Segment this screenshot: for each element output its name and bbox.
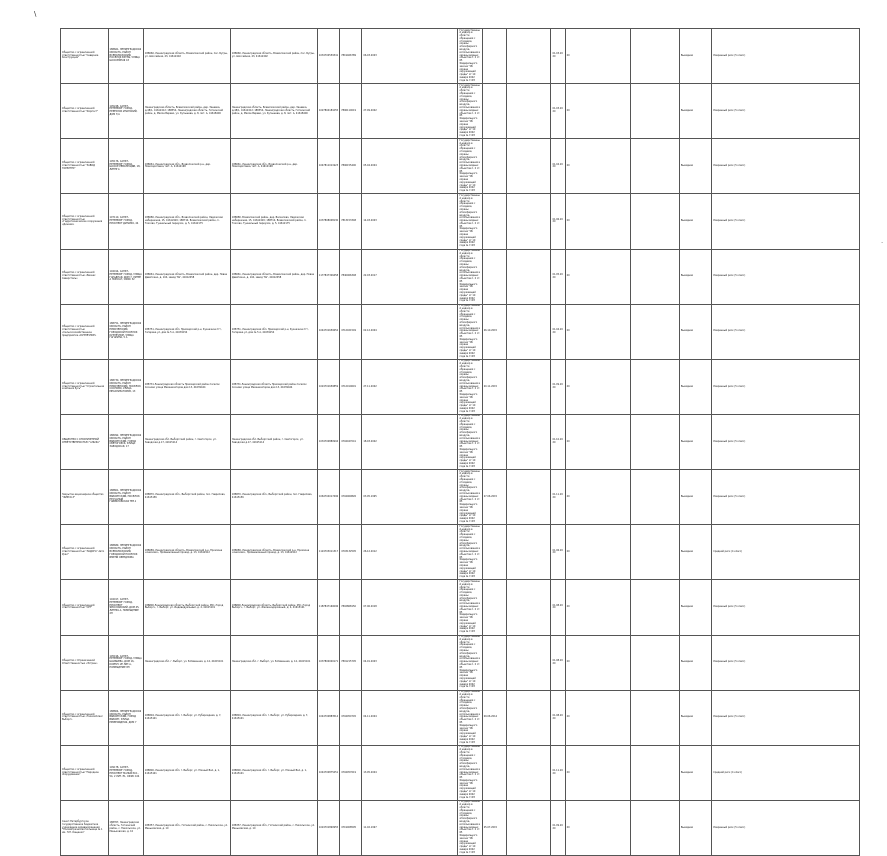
cell-inn: 4704047041 [340,414,362,469]
cell-days: 20 [565,525,631,580]
cell-basis: Государственный надзор в области обращения с отходами, охраны атмосферного воздуха, использования и охраны водных объектов п. 2 ст. 65 Федерального закона "Об охране окружающей среды" от 10 января 2002 года № 7-ФЗ [459,249,481,303]
cell-addr3: Ленинградская область, Всеволожский район, дер. Заневка, д.48/1, 41612412; 188354, Ленинградская область, Гатчинский район, д. Малое Верево, ул. Кутышева, д. 8, лит. А, 41618400 [230,84,317,139]
table-row [61,525,860,580]
cell-d2 [506,414,551,469]
cell-risk: Умеренный риск (5 класс) [712,249,860,304]
cell-empty [631,414,680,469]
cell-inn: 7840066348 [340,249,362,304]
cell-basis: Государственный надзор в области обращения с отходами, охраны атмосферного воздуха, использования и охраны водных объектов п. 2 ст. 65 Федерального закона "Об охране окружающей среды" от 10 января 2002 года № 7-ФЗ [459,800,481,854]
cell-ogrn: 1034700880994 [317,414,339,469]
cell-risk: Средний риск (4 класс) [712,745,860,800]
cell-addr2: 188804, Ленинградская обл. г. Выборг, ул. Рубероидная, д. 7, 41615101 [143,690,230,745]
cell-empty [631,194,680,249]
cell-form: Выездная [679,745,711,800]
cell-addr2: 188751, Ленинградская обл. Приозерский р-н, Кузнечное пгт, Гагарина ул, дом № 5 А, 41639154 [143,304,230,359]
cell-addr2: 188661, Ленинградская обл., Всеволожский р-н, дер. Новосаратовка, лит. А, 41612168 [143,139,230,194]
cell-addr3: 188731 Ленинградская область Приозерский район поселок Сосново улица Механизаторов дом 13, 41639444 [230,359,317,414]
cell-days: 20 [565,690,631,745]
cell-d1: 27.06.2015 [482,470,506,525]
cell-reg: 02.12.2004 [362,304,458,359]
cell-addr3: Ленинградская обл. Выборгский район, г. Светогорск, ул. Заводская д.17, 41615114 [230,414,317,469]
table-row [61,194,860,249]
cell-risk: Умеренный риск (5 класс) [712,194,860,249]
cell-risk: Умеренный риск (5 класс) [712,635,860,690]
cell-empty [631,84,680,139]
cell-addr2: Ленинградская область, Всеволожский район, дер. Заневка, д.48/1, 41612412; 188354, Ленинградская область, Гатчинский район, д. Малое Верево, ул. Кутышева, д. 8, лит. А, 41618400 [143,84,230,139]
cell-days: 20 [565,249,631,304]
cell-risk: Умеренный риск (5 класс) [712,580,860,635]
cell-ogrn: 1037808008130 [317,194,339,249]
cell-org: Общество с ограниченной ответственностью "Северное Конструкции" [61,29,109,84]
cell-days: 20 [565,470,631,525]
table-row [61,580,860,635]
cell-basis: Государственный надзор в области обращения с отходами, охраны атмосферного воздуха, использования и охраны водных объектов п. 2 ст. 65 Федерального закона "Об охране окружающей среды" от 10 января 2002 года № 7-ФЗ [459,414,481,468]
cell-risk: Умеренный риск (5 класс) [712,84,860,139]
cell-inn: 7819466789 [340,29,362,84]
cell-risk: Умеренный риск (5 класс) [712,359,860,414]
cell-org: Общество с ограниченной ответственностью "ЗАВОД ГОРЭЛТЕХ" [61,139,109,194]
cell-empty [631,470,680,525]
cell-inn: 7806155400 [340,139,362,194]
cell-start: 01.04.2020 [551,139,565,194]
cell-form: Выездная [679,635,711,690]
cell-form: Выездная [679,525,711,580]
cell-basis: Государственный надзор в области обращения с отходами, охраны атмосферного воздуха, использования и охраны водных объектов п. 2 ст. 65 Федерального закона "Об охране окружающей среды" от 10 января 2002 года № 7-ФЗ [459,193,481,248]
cell-d2 [506,194,551,249]
cell-org: Общество с ограниченной ответственностью «Бизнес Северсталь» [61,249,109,304]
cell-d2 [506,690,551,745]
table-row [61,29,860,84]
cell-org: Общество с ограниченной ответственностью "Народное оборудование" [61,745,109,800]
cell-addr1: 197110, САНКТ-ПЕТЕРБУРГ ГОРОД, ПРОСПЕКТ ДИНАМО, 44 [108,194,143,249]
cell-basis: Государственный надзор в области обращения с отходами, охраны атмосферного воздуха, использования и охраны водных объектов п. 2 ст. 65 Федерального закона "Об охране окружающей среды" от 10 января 2002 года № 7-ФЗ [459,28,481,82]
cell-addr3: 188804, Ленинградская обл. г. Выборг, ул. Рубероидная, д. 7, 41615101 [230,690,317,745]
cell-addr2: 188689, Ленинградская область, Всеволожский р-н, Промзона «Анисимо», Промышленный проезд, д. 13, 41612412 [143,525,230,580]
cell-addr1: 188992, ЛЕНИНГРАДСКАЯ ОБЛАСТЬ, РАЙОН ВЫБОРГСКИЙ, ГОРОД СВЕТОГОРСК, УЛИЦА ЗАВОДСКАЯ, 17 [108,414,143,469]
cell-addr1: 195248, САНКТ-ПЕТЕРБУРГ ГОРОД, ПЕРЕУЛОК ИНАНСКИЙ, ДОМ 7/А [108,84,143,139]
cell-reg: 03.05.1995 [362,470,458,525]
cell-reg: 26.12.2012 [362,525,458,580]
table-row [61,635,860,690]
cell-reg: 13.05.2004 [362,745,458,800]
cell-risk: Умеренный риск (5 класс) [712,470,860,525]
cell-form: Выездная [679,304,711,359]
cell-start: 01.10.2020 [551,414,565,469]
cell-days: 20 [565,359,631,414]
cell-basis: Государственный надзор в области обращения с отходами, охраны атмосферного воздуха, использования и охраны водных объектов п. 2 ст. 65 Федерального закона "Об охране окружающей среды" от 10 января 2002 года № 7-ФЗ [459,635,481,689]
cell-start: 01.08.2020 [551,635,565,690]
cell-empty [631,580,680,635]
cell-d2 [506,800,551,855]
cell-start: 01.03.2020 [551,84,565,139]
cell-addr3: 188751, Ленинградская обл. Приозерский р-н, Кузнечное пгт, Гагарина ул, дом № 5 А, 41639154 [230,304,317,359]
cell-form: Выездная [679,84,711,139]
cell-start: 01.11.2020 [551,745,565,800]
cell-inn: 7806110019 [340,84,362,139]
cell-d1 [482,29,506,84]
corner-mark: \ [34,10,37,18]
cell-days: 20 [565,304,631,359]
cell-addr3: 188680, Всеволожский район, дер. Васкелово, Ладожская набережная, 15, 41612420; 188710, Всеволожский район, п. Токсово, Туннельный переулок, д. 5, 41612175 [230,194,317,249]
cell-ogrn: 1034700559341 [317,29,339,84]
table-row [61,470,860,525]
cell-empty [631,249,680,304]
cell-ogrn: 1064704017496 [317,470,339,525]
cell-d2 [506,249,551,304]
cell-reg: 07.06.2018 [362,580,458,635]
table-row [61,304,860,359]
cell-start: 01.04.2020 [551,304,565,359]
cell-basis: Государственный надзор в области обращения с отходами, охраны атмосферного воздуха, использования и охраны водных объектов п. 2 ст. 65 Федерального закона "Об охране окружающей среды" от 10 января 2002 года № 7-ФЗ [459,690,481,744]
cell-risk: Умеренный риск (5 класс) [712,139,860,194]
cell-addr3: 188800, Ленинградская обл. г. Выборг, ул. Южный Вал, д. 1, 41615101 [230,745,317,800]
cell-d1: 20.11.2015 [482,359,506,414]
cell-form: Выездная [679,29,711,84]
inspection-plan-sheet [60,28,860,854]
table-body [61,29,860,856]
cell-d1 [482,139,506,194]
cell-start: 01.08.2020 [551,690,565,745]
cell-reg: 06.03.2003 [362,29,458,84]
cell-org: ОБЩЕСТВО С ОГРАНИЧЕННОЙ ОТВЕТСТВЕННОСТЬЮ "АЛЬФА" [61,414,109,469]
cell-ogrn: 1027804181055 [317,84,339,139]
cell-addr3: 188661, Ленинградская обл., Всеволожский р-н, дер. Новосаратовка, лит. А, 41612168 [230,139,317,194]
cell-inn: 7802868150 [340,580,362,635]
table-row [61,84,860,139]
cell-d2 [506,470,551,525]
cell-empty [631,359,680,414]
cell-form: Выездная [679,194,711,249]
cell-days: 20 [565,194,631,249]
cell-form: Выездная [679,580,711,635]
cell-org: Санкт-Петербургское государственное бюджетное учреждение здравоохранения "Психиатрическая больница № 1 им. П.П. Кащенко" [61,800,109,855]
cell-empty [631,304,680,359]
cell-d1: 25.07.2015 [482,800,506,855]
cell-reg: 18.03.2002 [362,414,458,469]
cell-addr2: Ленинградская обл. Выборгский район, г. Светогорск, ул. Заводская д.17, 41615114 [143,414,230,469]
cell-start: 01.06.2020 [551,194,565,249]
cell-addr1: 195196, САНКТ-ПЕТЕРБУРГ ГОРОД, УЛИЦА ШАМШЕВА, ДОМ 16, КОРПУС 2Е ЛИТ.А, ПОМЕЩЕНИЕ 8Н [108,635,143,690]
cell-addr1: 199178, САНКТ-ПЕТЕРБУРГ ГОРОД, ПРОСПЕКТ МАЛЫЙ В.О., 54, 2 ЛИТ. Е1, ОФИС 104 [108,745,143,800]
cell-ogrn: 1044700883514 [317,690,339,745]
cell-start: 01.11.2020 [551,470,565,525]
cell-start: 01.03.2020 [551,29,565,84]
cell-d2 [506,635,551,690]
cell-reg: 04.11.2004 [362,690,458,745]
cell-start: 01.09.2020 [551,359,565,414]
cell-ogrn: 1044700875251 [317,745,339,800]
cell-org: Общество с ограниченной ответственностью "Форпост" [61,84,109,139]
cell-org: Общество с ограниченной ответственностью "ЛАДОГА" Авто Урал" [61,525,109,580]
cell-addr3: 188660, Ленинградская область, Всеволожский район, пос. Бугры, ул. Шоссейная, 43, 41612402 [230,29,317,84]
cell-d1 [482,635,506,690]
cell-risk: Средний риск (4 класс) [712,525,860,580]
cell-days: 20 [565,139,631,194]
cell-days: 20 [565,745,631,800]
cell-basis: Государственный надзор в области обращения с отходами, охраны атмосферного воздуха, использования и охраны водных объектов п. 2 ст. 65 Федерального закона "Об охране окружающей среды" от 10 января 2002 года № 7-ФЗ [459,359,481,413]
cell-inn: 4704057619 [340,745,362,800]
cell-addr2: 188800, Ленинградская обл. г. Выборг, ул. Южный Вал, д. 1, 41615101 [143,745,230,800]
cell-basis: Государственный надзор в области обращения с отходами, охраны атмосферного воздуха, использования и охраны водных объектов п. 2 ст. 65 Федерального закона "Об охране окружающей среды" от 10 января 2002 года № 7-ФЗ [459,524,481,579]
cell-d1: 26.10.2015 [482,304,506,359]
cell-reg: 27.11.2002 [362,359,458,414]
table-row [61,414,860,469]
inspection-plan-table [60,28,860,856]
cell-org: Общество с Ограниченной Ответственностью «Эстрен» [61,635,109,690]
cell-d2 [506,580,551,635]
cell-empty [631,525,680,580]
cell-addr1: 188689, ЛЕНИНГРАДСКАЯ ОБЛАСТЬ, РАЙОН ВСЕВОЛОЖСКИЙ, ГОРОДСКОЙ ПОСЕЛОК ИМЕНИ СВЕРДЛОВА [108,525,143,580]
cell-org: Общество с ограниченной ответственностью "Строительная компания Русь" [61,359,109,414]
cell-org: Общество с ограниченной ответственностью «Гидротехнические сооружения «Динамо» [61,194,109,249]
cell-risk: Умеренный риск (5 класс) [712,304,860,359]
cell-d1 [482,249,506,304]
cell-form: Выездная [679,139,711,194]
cell-form: Выездная [679,800,711,855]
cell-empty [631,745,680,800]
table-row [61,249,860,304]
cell-addr1: 194017, САНКТ-ПЕТЕРБУРГ ГОРОД, ПРОСПЕКТ ЯРОСЛАВСКИЙ, ДОМ 45, ЛИТЕРА А, ПОМЕЩЕНИЕ 2Н [108,580,143,635]
cell-risk: Умеренный риск (5 класс) [712,414,860,469]
cell-reg: 22.03.2017 [362,249,458,304]
cell-basis: Государственный надзор в области обращения с отходами, охраны атмосферного воздуха, использования и охраны водных объектов п. 2 ст. 65 Федерального закона "Об охране окружающей среды" от 10 января 2002 года № 7-ФЗ [459,745,481,799]
cell-empty [631,635,680,690]
cell-ogrn: 1024701890955 [317,800,339,855]
cell-start: 01.08.2020 [551,580,565,635]
cell-form: Выездная [679,359,711,414]
cell-risk: Умеренный риск (5 класс) [712,690,860,745]
cell-addr2: 188661, Ленинградская область, Всеволожский район, дер. Новое Девяткино, д. 104, завод ТАГ, 41612458 [143,249,230,304]
cell-inn: 4704050745 [340,690,362,745]
cell-start: 01.06.2020 [551,525,565,580]
cell-addr1: 195176, САНКТ-ПЕТЕРБУРГ ГОРОД, ШОССЕ РЕВОЛЮЦИИ, 18, ЛИТЕР А [108,139,143,194]
cell-inn: 4719008595 [340,800,362,855]
cell-d1 [482,414,506,469]
cell-reg: 27.09.2002 [362,84,458,139]
cell-basis: Государственный надзор в области обращения с отходами, охраны атмосферного воздуха, использования и охраны водных объектов п. 2 ст. 65 Федерального закона "Об охране окружающей среды" от 10 января 2002 года № 7-ФЗ [459,469,481,523]
cell-ogrn: 1037800000171 [317,635,339,690]
cell-basis: Государственный надзор в области обращения с отходами, охраны атмосферного воздуха, использования и охраны водных объектов п. 2 ст. 65 Федерального закона "Об охране окружающей среды" от 10 января 2002 года № 7-ФЗ [459,83,481,137]
cell-org: Общество с ограниченной ответственностью «Сельскохозяйственное предприятие «КУЗНЕЧНОЕ» [61,304,109,359]
cell-org: Общество с ограниченной ответственностью «Техкомплекс Выборг» [61,690,109,745]
table-row [61,690,860,745]
cell-addr2: 188680, Ленинградская обл., Всеволожский район, Ладожская набережная, 15, 41612420; 188710, Всеволожский район, п. Токсово, Туннельный переулок, д. 5, 41612175 [143,194,230,249]
cell-org: Общество с ограниченной ответственностью "СРТ" [61,580,109,635]
cell-reg: 11.02.1997 [362,800,458,855]
cell-addr2: 188357, Ленинградская обл., Гатчинский район, с. Никольское, ул. Меньковская, д. 10 [143,800,230,855]
cell-start: 01.09.2020 [551,800,565,855]
cell-org: Закрытое акционерное общество "ФИРСО-3" [61,470,109,525]
cell-ogrn: 1044701650652 [317,304,339,359]
cell-addr2: 188870, Ленинградская обл., Выборгский район, пос. Гаврилово, 41615156 [143,470,230,525]
cell-reg: 14.03.2003 [362,194,458,249]
cell-addr3: 188870, Ленинградская обл., Выборгский район, пос. Гаврилово, 41615156 [230,470,317,525]
cell-d2 [506,139,551,194]
cell-days: 20 [565,29,631,84]
cell-addr2: 188731 Ленинградская область Приозерский район поселок Сосново улица Механизаторов дом 13, 41639444 [143,359,230,414]
cell-start: 01.05.2020 [551,249,565,304]
cell-risk: Умеренный риск (5 класс) [712,29,860,84]
cell-addr3: 188661, Ленинградская область, Всеволожский район, дер. Новое Девяткино, д. 104, завод ТАГ, 41612458 [230,249,317,304]
cell-reg: 04.01.2003 [362,635,458,690]
cell-d1 [482,525,506,580]
cell-ogrn: 1177847326458 [317,249,339,304]
cell-inn: 7813153348 [340,194,362,249]
cell-d1 [482,194,506,249]
cell-d1: 09.06.2014 [482,690,506,745]
cell-d1 [482,745,506,800]
cell-form: Выездная [679,249,711,304]
cell-basis: Государственный надзор в области обращения с отходами, охраны атмосферного воздуха, использования и охраны водных объектов п. 2 ст. 65 Федерального закона "Об охране окружающей среды" от 10 января 2002 года № 7-ФЗ [459,304,481,358]
cell-addr1: 194014, САНКТ-ПЕТЕРБУРГ ГОРОД, УЛИЦА ГАРАДНАЯ, ДОМ 7, ЛИТЕР А ПОМ.6-Н, ОФИС 32 [108,249,143,304]
cell-d2 [506,29,551,84]
cell-inn: 4712021549 [340,304,362,359]
cell-addr3: 188800 Ленинградская область, Выборгский район, МО «Город Выборг», г. Выборг, ул. Железнодорожный, д. 4, 41615101 [230,580,317,635]
cell-addr1: 188661, ЛЕНИНГРАДСКАЯ ОБЛАСТЬ, РАЙОН ВСЕВОЛОЖСКИЙ, ПОСЕЛОК БУГРЫ, УЛИЦА ШОССЕЙНАЯ 43 [108,29,143,84]
cell-addr1: 188357, Ленинградская область, Гатчинский район, с. Никольское, ул. Меньковская, д. 10 [108,800,143,855]
cell-addr1: 188801, ЛЕНИНГРАДСКАЯ ОБЛАСТЬ, РАЙОН ВЫБОРГСКИЙ, ПОСЕЛОК ПЕСЧАНЫЙ ГАВРИЛОВСКАЯ ТЕР.1 [108,470,143,525]
cell-inn: 4704069826 [340,470,362,525]
cell-addr3: Ленинградская обл. г. Выборг, ул. Б.Каменная, д. 14, 41615101 [230,635,317,690]
cell-inn: 7801215705 [340,635,362,690]
cell-ogrn: 1124703011317 [317,525,339,580]
cell-form: Выездная [679,690,711,745]
cell-form: Выездная [679,414,711,469]
cell-days: 20 [565,800,631,855]
table-row [61,745,860,800]
cell-risk: Умеренный риск (5 класс) [712,800,860,855]
cell-addr3: 188689, Ленинградская область, Всеволожский р-н, Промзона «Анисимо», Промышленный проезд, д. 13, 41612412 [230,525,317,580]
cell-addr2: Ленинградская обл. г. Выборг, ул. Б.Каменная, д. 14, 41615101 [143,635,230,690]
cell-addr2: 188800 Ленинградская область, Выборгский район, МО «Город Выборг», г. Выборг, ул. Индивидуальный, д. 4, 41615101 [143,580,230,635]
cell-days: 20 [565,84,631,139]
cell-d1 [482,84,506,139]
cell-addr2: 188660, Ленинградская область, Всеволожский район, пос. Бугры, ул. Шоссейная, 43, 41612402 [143,29,230,84]
cell-basis: Государственный надзор в области обращения с отходами, охраны атмосферного воздуха, использования и охраны водных объектов п. 2 ст. 65 Федерального закона "Об охране окружающей среды" от 10 января 2002 года № 7-ФЗ [459,138,481,193]
cell-basis: Государственный надзор в области обращения с отходами, охраны атмосферного воздуха, использования и охраны водных объектов п. 2 ст. 65 Федерального закона "Об охране окружающей среды" от 10 января 2002 года № 7-ФЗ [459,579,481,634]
cell-days: 20 [565,414,631,469]
margin-tick: · [881,240,883,247]
cell-d2 [506,359,551,414]
cell-d2 [506,84,551,139]
cell-inn: 4712010691 [340,359,362,414]
cell-d1 [482,580,506,635]
cell-addr1: 188730, ЛЕНИНГРАДСКАЯ ОБЛАСТЬ, РАЙОН ПРИОЗЕРСКИЙ, ПОСЕЛОК СОСНОВО, УЛИЦА МЕХАНИЗАТОРОВ, 13 [108,359,143,414]
cell-empty [631,800,680,855]
cell-inn: 4703132505 [340,525,362,580]
cell-empty [631,139,680,194]
cell-addr3: 188357, Ленинградская обл., Гатчинский район, с. Никольское, ул. Меньковская, д. 10 [230,800,317,855]
cell-days: 20 [565,580,631,635]
table-row [61,800,860,855]
cell-ogrn: 1187847160096 [317,580,339,635]
cell-reg: 05.04.2004 [362,139,458,194]
cell-addr1: 188751, ЛЕНИНГРАДСКАЯ ОБЛАСТЬ, РАЙОН ПРИОЗЕРСКИЙ, ГОРОДСКОЙ ПОСЕЛОК КУЗНЕЧНОЕ, УЛИЦА ГАГАРИНА, 5 А [108,304,143,359]
cell-form: Выездная [679,470,711,525]
cell-empty [631,29,680,84]
cell-addr1: 188804, ЛЕНИНГРАДСКАЯ ОБЛАСТЬ, РАЙОН ВЫБОРГСКИЙ, ГОРОД ВЫБОРГ, УЛИЦА РУБЕРОИДНАЯ, ДОМ 7 [108,690,143,745]
cell-days: 20 [565,635,631,690]
table-row [61,139,860,194]
cell-d2 [506,304,551,359]
table-row [61,359,860,414]
cell-d2 [506,745,551,800]
cell-ogrn: 1024701650859 [317,359,339,414]
cell-empty [631,690,680,745]
cell-ogrn: 1047811011923 [317,139,339,194]
cell-d2 [506,525,551,580]
